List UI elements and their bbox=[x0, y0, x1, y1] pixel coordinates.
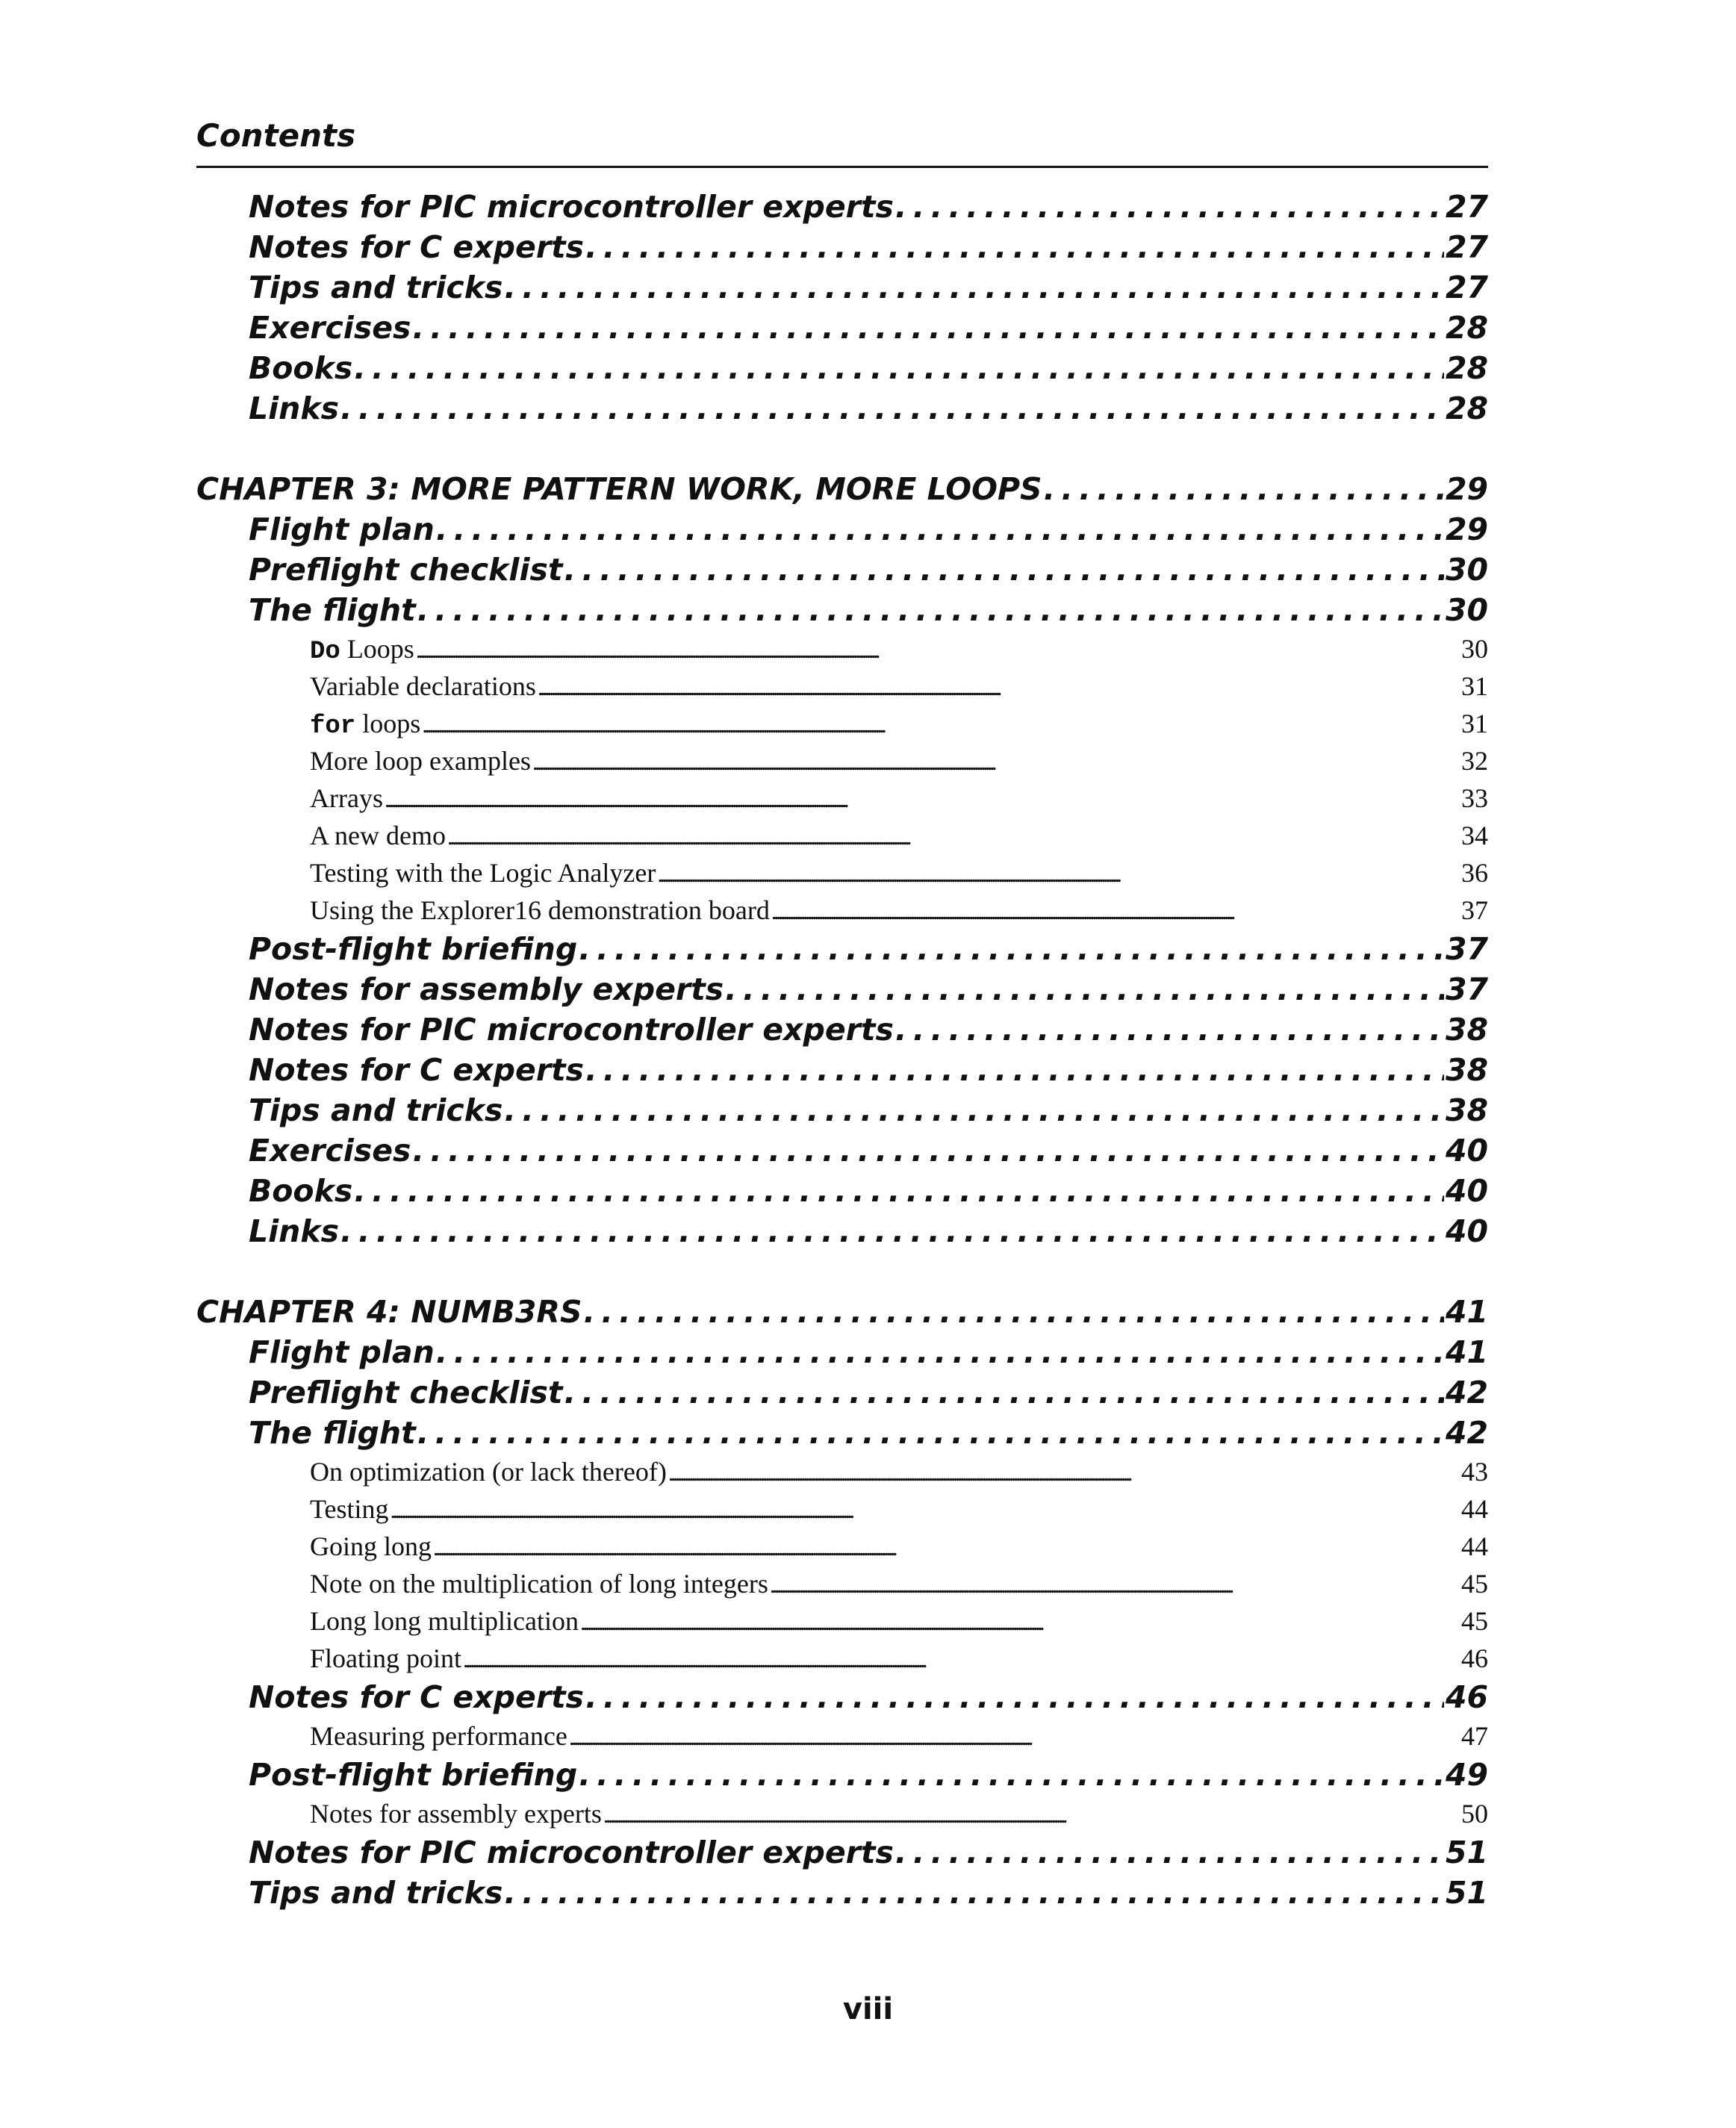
toc-page-number: 27 bbox=[1445, 229, 1488, 265]
toc-page-number: 30 bbox=[1461, 634, 1488, 664]
dot-leader bbox=[771, 892, 1460, 929]
toc-entry-title: Notes for PIC microcontroller experts bbox=[249, 1012, 894, 1048]
toc-page-number: 38 bbox=[1445, 1012, 1488, 1048]
toc-entry-title: Going long bbox=[310, 1531, 432, 1561]
dot-leader bbox=[447, 817, 1460, 854]
toc-entry-a-new-demo[interactable] bbox=[196, 817, 1488, 854]
toc-entry-arrays[interactable] bbox=[196, 780, 1488, 817]
toc-entry-going-long[interactable] bbox=[196, 1528, 1488, 1565]
dot-leader bbox=[579, 1755, 1444, 1795]
dot-leader bbox=[569, 1717, 1460, 1755]
toc-entry-links[interactable] bbox=[196, 1211, 1488, 1251]
toc-entry-do-loops[interactable] bbox=[196, 630, 1488, 668]
dot-leader bbox=[436, 509, 1444, 550]
toc-page-number: 32 bbox=[1461, 746, 1488, 776]
toc-entry-title: More loop examples bbox=[310, 746, 531, 776]
toc-entry-title: Books bbox=[249, 1173, 353, 1209]
toc-page-number: 29 bbox=[1445, 471, 1488, 507]
toc-page-number: 29 bbox=[1445, 511, 1488, 547]
toc-page-number: 42 bbox=[1445, 1375, 1488, 1410]
toc-entry-title: On optimization (or lack thereof) bbox=[310, 1457, 667, 1487]
toc-entry-long-long-multiplication[interactable] bbox=[196, 1602, 1488, 1640]
toc-entry-title: Testing with the Logic Analyzer bbox=[310, 858, 656, 888]
toc-entry-title: Notes for C experts bbox=[249, 229, 585, 265]
toc-page-number: 30 bbox=[1445, 552, 1488, 588]
toc-entry-notes-for-c-experts[interactable] bbox=[196, 1677, 1488, 1717]
toc-entry-title: Notes for C experts bbox=[249, 1052, 585, 1088]
toc-entry-books[interactable] bbox=[196, 348, 1488, 388]
toc-entry-variable-declarations[interactable] bbox=[196, 668, 1488, 705]
dot-leader bbox=[538, 668, 1460, 705]
toc-entry-title: Tips and tricks bbox=[249, 270, 503, 305]
toc-entry-chapter-4-numb3rs[interactable] bbox=[196, 1292, 1488, 1332]
toc-entry-title: Links bbox=[249, 391, 340, 426]
toc-entry-title: CHAPTER 3: MORE PATTERN WORK, MORE LOOPS bbox=[196, 471, 1042, 507]
toc-entry-notes-for-pic-microcontroller-experts[interactable] bbox=[196, 1832, 1488, 1873]
toc-entry-title bbox=[310, 630, 414, 668]
toc-entry-title: Books bbox=[249, 350, 353, 386]
toc-entry-more-loop-examples[interactable] bbox=[196, 742, 1488, 780]
dot-leader bbox=[412, 308, 1443, 348]
dot-leader bbox=[579, 929, 1444, 969]
toc-entry-title: Post-flight briefing bbox=[249, 931, 578, 967]
toc-page-number: 37 bbox=[1445, 971, 1488, 1007]
toc-entry-the-flight[interactable] bbox=[196, 1413, 1488, 1453]
dot-leader bbox=[895, 187, 1444, 227]
toc-page-number: 40 bbox=[1445, 1133, 1488, 1169]
dot-leader bbox=[668, 1453, 1460, 1490]
toc-entry-title: Preflight checklist bbox=[249, 552, 563, 588]
toc-entry-title: Note on the multiplication of long integers bbox=[310, 1569, 768, 1599]
toc-entry-title: Notes for assembly experts bbox=[249, 971, 724, 1007]
toc-entry-title: Using the Explorer16 demonstration board bbox=[310, 895, 770, 925]
dot-leader bbox=[725, 969, 1444, 1009]
dot-leader bbox=[580, 1602, 1460, 1640]
dot-leader bbox=[583, 1292, 1443, 1332]
toc-entry-title-text: Loops bbox=[340, 634, 414, 664]
toc-entry-title: Measuring performance bbox=[310, 1721, 567, 1751]
toc-entry-preflight-checklist[interactable] bbox=[196, 550, 1488, 590]
toc-page-number: 44 bbox=[1461, 1531, 1488, 1561]
toc-page-number: 27 bbox=[1445, 270, 1488, 305]
toc-entry-exercises[interactable] bbox=[196, 308, 1488, 348]
toc-page-number: 37 bbox=[1461, 895, 1488, 925]
toc-entry-title: Flight plan bbox=[249, 1334, 435, 1370]
dot-leader bbox=[603, 1795, 1460, 1832]
toc-page-number: 31 bbox=[1461, 671, 1488, 701]
toc-entry-title: Variable declarations bbox=[310, 671, 536, 701]
dot-leader bbox=[417, 590, 1444, 630]
toc-page-number: 28 bbox=[1445, 391, 1488, 426]
toc-entry-code-keyword: Do bbox=[310, 638, 340, 666]
toc-entry-title: A new demo bbox=[310, 821, 446, 850]
toc-page-number: 51 bbox=[1445, 1875, 1488, 1911]
toc-entry-title: Tips and tricks bbox=[249, 1875, 503, 1911]
dot-leader bbox=[390, 1490, 1460, 1528]
toc-page-number: 36 bbox=[1461, 858, 1488, 888]
toc-entry-title: Links bbox=[249, 1213, 340, 1249]
toc-page-number: 51 bbox=[1445, 1835, 1488, 1870]
dot-leader bbox=[354, 348, 1444, 388]
dot-leader bbox=[585, 1050, 1444, 1090]
toc-page-number: 28 bbox=[1445, 350, 1488, 386]
toc-entry-flight-plan[interactable] bbox=[196, 509, 1488, 550]
dot-leader bbox=[564, 550, 1444, 590]
dot-leader bbox=[433, 1528, 1460, 1565]
dot-leader bbox=[657, 854, 1460, 892]
toc-entry-notes-for-assembly-experts[interactable] bbox=[196, 1795, 1488, 1832]
toc-entry-floating-point[interactable] bbox=[196, 1640, 1488, 1677]
section-gap bbox=[196, 1251, 1488, 1292]
toc-entry-title: Flight plan bbox=[249, 511, 435, 547]
dot-leader bbox=[504, 267, 1444, 308]
toc-page-number: 37 bbox=[1445, 931, 1488, 967]
toc-page-number: 31 bbox=[1461, 709, 1488, 738]
toc-entry-notes-for-c-experts[interactable] bbox=[196, 227, 1488, 267]
dot-leader bbox=[1044, 469, 1444, 509]
toc-entry-title: Notes for PIC microcontroller experts bbox=[249, 189, 894, 225]
toc-entry-title: The flight bbox=[249, 1415, 416, 1451]
toc-entry-notes-for-c-experts[interactable] bbox=[196, 1050, 1488, 1090]
toc-entry-measuring-performance[interactable] bbox=[196, 1717, 1488, 1755]
toc-page-number: 38 bbox=[1445, 1052, 1488, 1088]
dot-leader bbox=[354, 1171, 1444, 1211]
toc-page-number: 27 bbox=[1445, 189, 1488, 225]
dot-leader bbox=[564, 1372, 1444, 1413]
dot-leader bbox=[504, 1090, 1444, 1130]
toc-page-number: 46 bbox=[1461, 1643, 1488, 1673]
dot-leader bbox=[770, 1565, 1460, 1602]
toc-entry-testing[interactable] bbox=[196, 1490, 1488, 1528]
header-rule bbox=[196, 166, 1488, 168]
toc-entry-title: Testing bbox=[310, 1494, 389, 1524]
toc-entry-title: Floating point bbox=[310, 1643, 462, 1673]
toc-page-number: 41 bbox=[1445, 1334, 1488, 1370]
toc-entry-tips-and-tricks[interactable] bbox=[196, 267, 1488, 308]
toc-entry-title bbox=[310, 705, 420, 742]
toc-entry-testing-with-the-logic-analyzer[interactable] bbox=[196, 854, 1488, 892]
toc-entry-links[interactable] bbox=[196, 388, 1488, 429]
toc-page-number: 42 bbox=[1445, 1415, 1488, 1451]
toc-entry-notes-for-pic-microcontroller-experts[interactable] bbox=[196, 1009, 1488, 1050]
page-folio: viii bbox=[842, 1992, 894, 2026]
dot-leader bbox=[340, 388, 1444, 429]
toc-entry-title: Notes for assembly experts bbox=[310, 1799, 602, 1829]
toc-entry-title: Preflight checklist bbox=[249, 1375, 563, 1410]
toc-page-number: 50 bbox=[1461, 1799, 1488, 1829]
toc-entry-notes-for-assembly-experts[interactable] bbox=[196, 969, 1488, 1009]
toc-entry-books[interactable] bbox=[196, 1171, 1488, 1211]
toc-page-number: 30 bbox=[1445, 592, 1488, 628]
toc-entry-title: CHAPTER 4: NUMB3RS bbox=[196, 1294, 582, 1330]
toc-entry-post-flight-briefing[interactable] bbox=[196, 1755, 1488, 1795]
dot-leader bbox=[340, 1211, 1444, 1251]
dot-leader bbox=[504, 1873, 1444, 1913]
toc-entry-flight-plan[interactable] bbox=[196, 1332, 1488, 1372]
toc-entry-title: Exercises bbox=[249, 1133, 411, 1169]
toc-entry-exercises[interactable] bbox=[196, 1130, 1488, 1171]
table-of-contents bbox=[196, 187, 1488, 1913]
running-head: Contents bbox=[196, 117, 356, 154]
toc-entry-chapter-3-more-pattern-work-more-loops[interactable] bbox=[196, 469, 1488, 509]
dot-leader bbox=[895, 1832, 1444, 1873]
toc-page-number: 49 bbox=[1445, 1757, 1488, 1793]
toc-page-number: 47 bbox=[1461, 1721, 1488, 1751]
toc-entry-using-the-explorer16-demonstration-board[interactable] bbox=[196, 892, 1488, 929]
toc-page-number: 41 bbox=[1445, 1294, 1488, 1330]
toc-page-number: 44 bbox=[1461, 1494, 1488, 1524]
toc-page-number: 45 bbox=[1461, 1606, 1488, 1636]
toc-entry-title-text: loops bbox=[355, 709, 421, 738]
dot-leader bbox=[585, 1677, 1444, 1717]
toc-entry-title: Post-flight briefing bbox=[249, 1757, 578, 1793]
dot-leader bbox=[416, 630, 1460, 668]
toc-page-number: 43 bbox=[1461, 1457, 1488, 1487]
toc-page-number: 45 bbox=[1461, 1569, 1488, 1599]
dot-leader bbox=[417, 1413, 1444, 1453]
dot-leader bbox=[412, 1130, 1443, 1171]
toc-page-number: 40 bbox=[1445, 1173, 1488, 1209]
dot-leader bbox=[463, 1640, 1460, 1677]
toc-entry-for-loops[interactable] bbox=[196, 705, 1488, 742]
toc-entry-title: Notes for PIC microcontroller experts bbox=[249, 1835, 894, 1870]
toc-entry-title: Notes for C experts bbox=[249, 1679, 585, 1715]
toc-entry-title: Arrays bbox=[310, 783, 383, 813]
toc-entry-code-keyword: for bbox=[310, 712, 356, 741]
toc-entry-note-on-the-multiplication-of-long-integers[interactable] bbox=[196, 1565, 1488, 1602]
toc-entry-post-flight-briefing[interactable] bbox=[196, 929, 1488, 969]
toc-page-number: 38 bbox=[1445, 1092, 1488, 1128]
toc-page-number: 34 bbox=[1461, 821, 1488, 850]
dot-leader bbox=[585, 227, 1444, 267]
toc-entry-title: Tips and tricks bbox=[249, 1092, 503, 1128]
dot-leader bbox=[895, 1009, 1444, 1050]
dot-leader bbox=[422, 705, 1460, 742]
toc-page-number: 28 bbox=[1445, 310, 1488, 346]
toc-entry-title: Long long multiplication bbox=[310, 1606, 579, 1636]
dot-leader bbox=[385, 780, 1460, 817]
toc-entry-title: The flight bbox=[249, 592, 416, 628]
toc-page-number: 33 bbox=[1461, 783, 1488, 813]
toc-entry-the-flight[interactable] bbox=[196, 590, 1488, 630]
toc-page-number: 46 bbox=[1445, 1679, 1488, 1715]
toc-entry-notes-for-pic-microcontroller-experts[interactable] bbox=[196, 187, 1488, 227]
toc-entry-on-optimization-or-lack-thereof[interactable] bbox=[196, 1453, 1488, 1490]
toc-entry-preflight-checklist[interactable] bbox=[196, 1372, 1488, 1413]
dot-leader bbox=[532, 742, 1460, 780]
toc-entry-tips-and-tricks[interactable] bbox=[196, 1090, 1488, 1130]
toc-entry-title: Exercises bbox=[249, 310, 411, 346]
toc-page-number: 40 bbox=[1445, 1213, 1488, 1249]
section-gap bbox=[196, 429, 1488, 469]
toc-entry-tips-and-tricks[interactable] bbox=[196, 1873, 1488, 1913]
dot-leader bbox=[436, 1332, 1444, 1372]
